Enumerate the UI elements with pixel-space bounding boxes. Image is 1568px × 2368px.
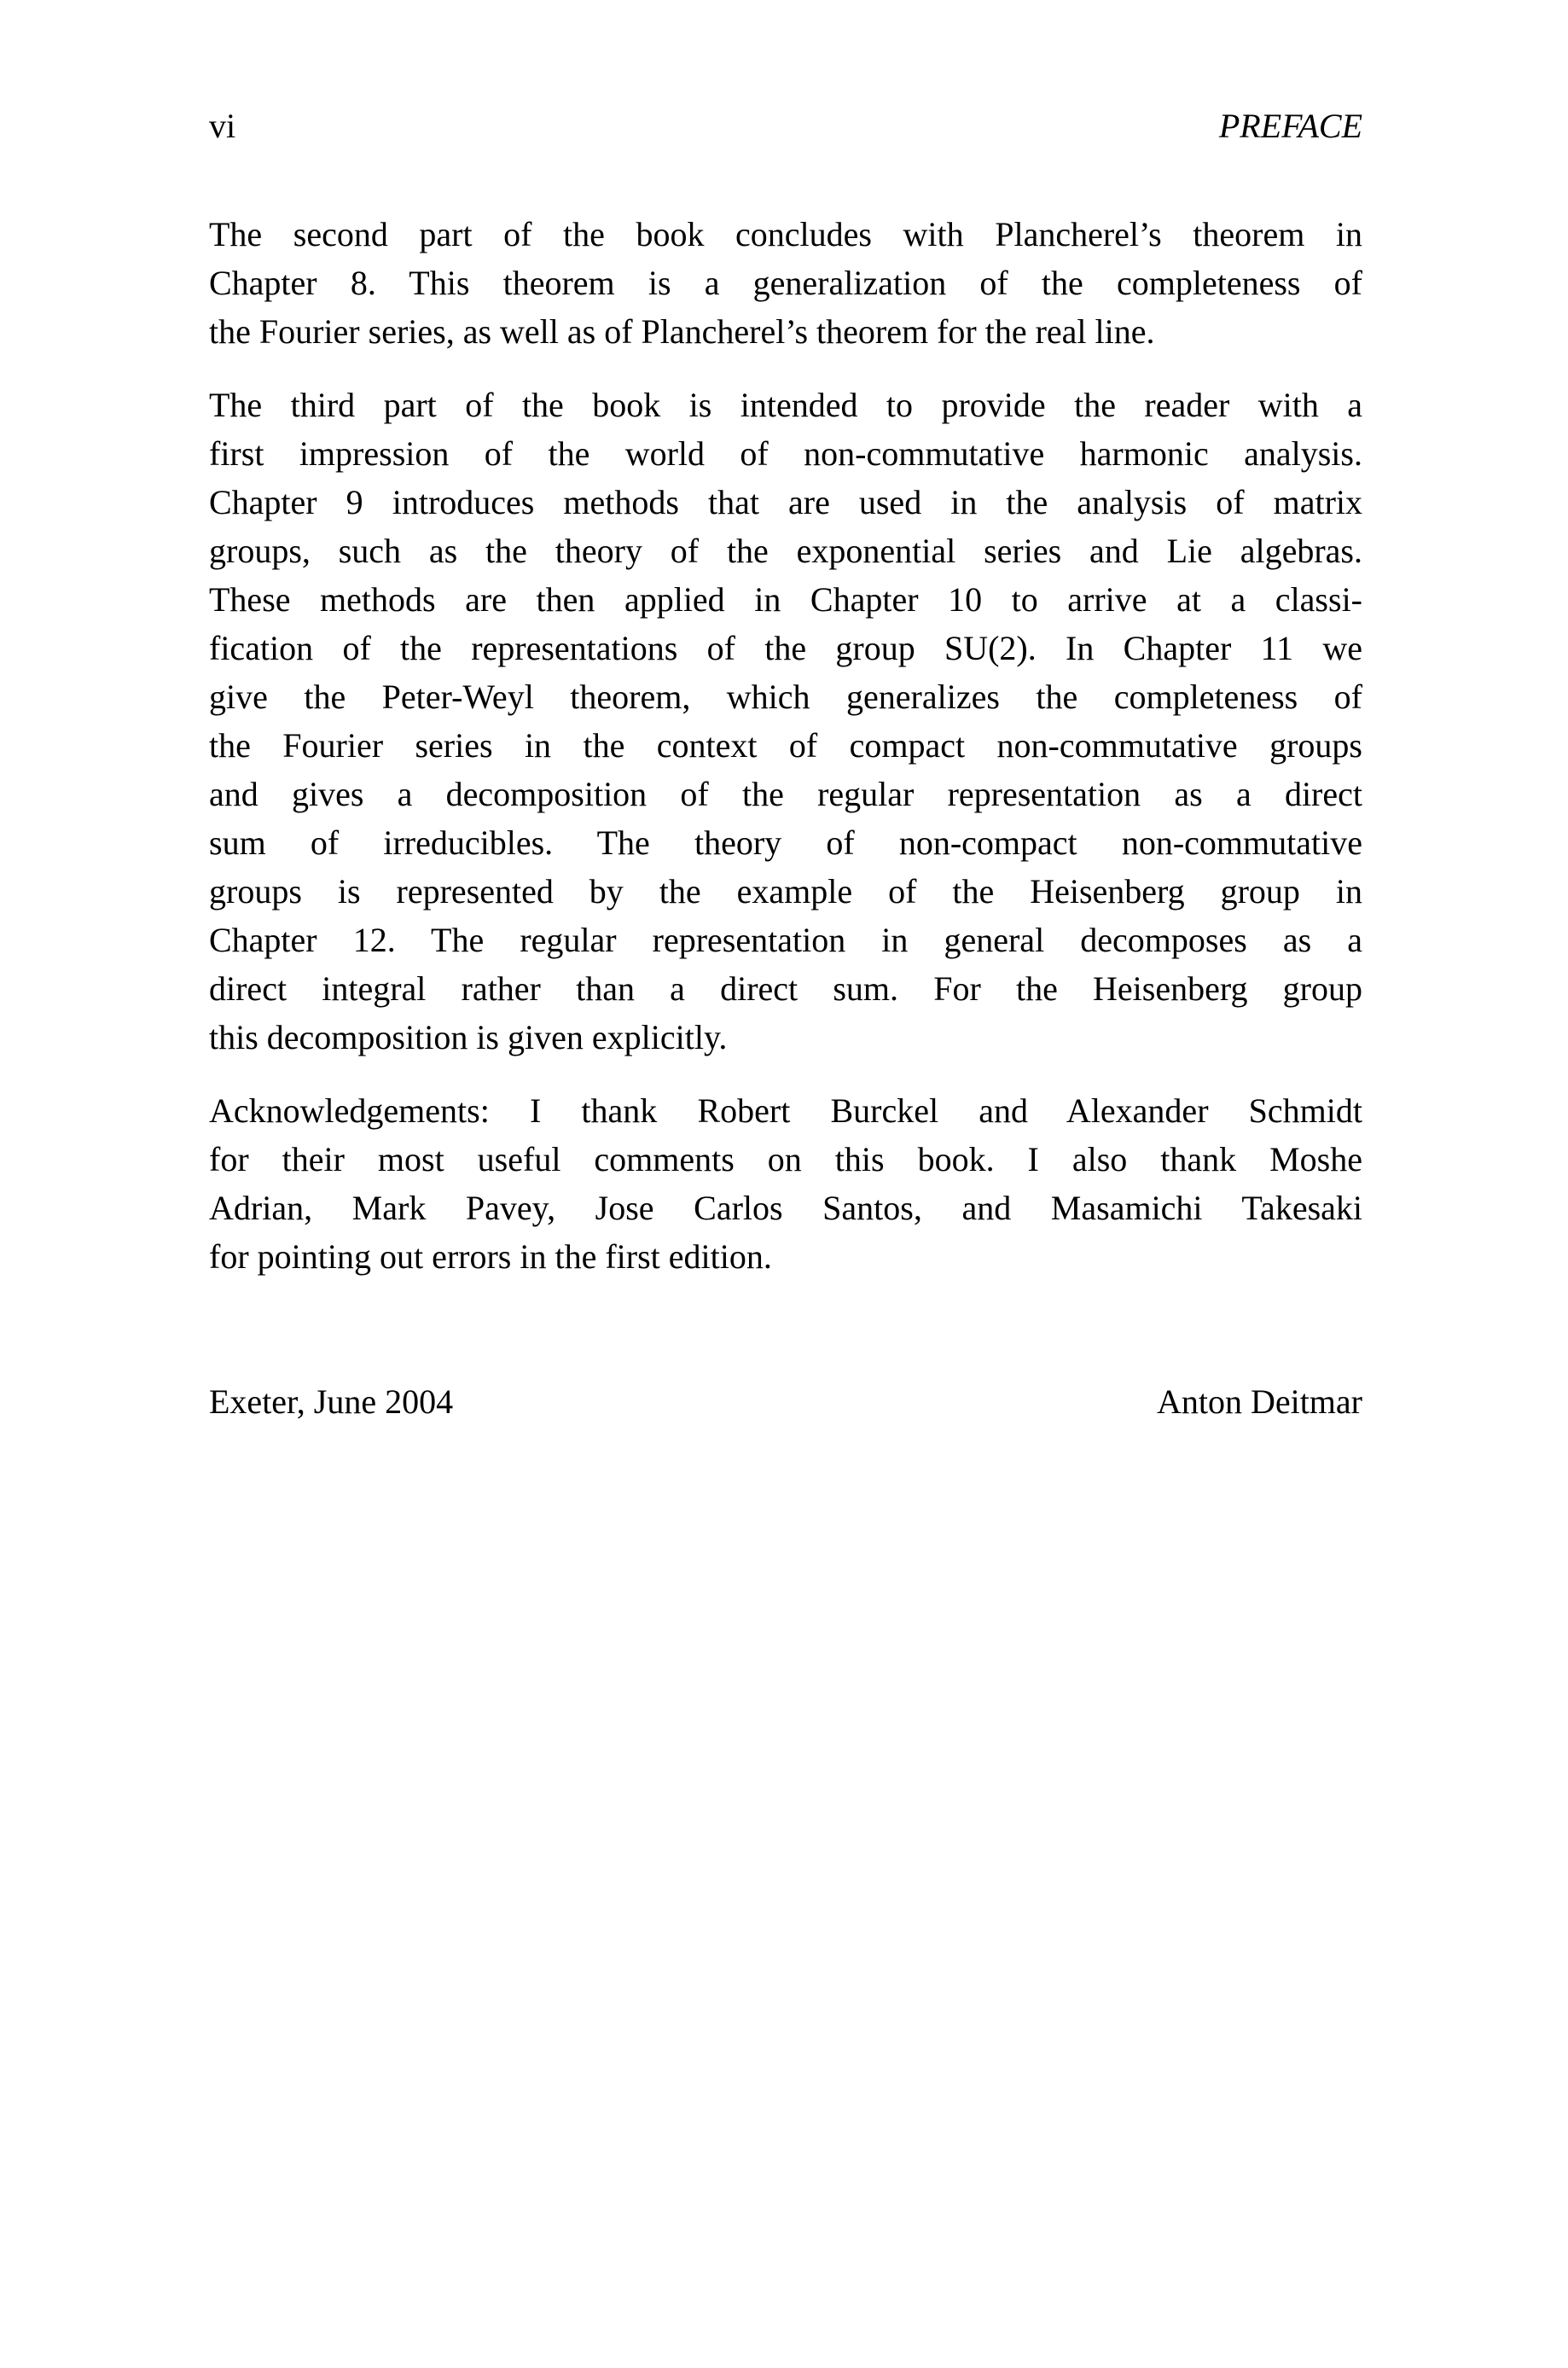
chapter-header-title: PREFACE: [1218, 107, 1362, 145]
text-line: sum of irreducibles. The theory of non-compact non-commutative: [209, 823, 1362, 862]
text-line: Chapter 9 introduces methods that are used in the analysis of matrix: [209, 483, 1362, 521]
text-line: Adrian, Mark Pavey, Jose Carlos Santos, and Masamichi Takesaki: [209, 1189, 1362, 1227]
text-line: first impression of the world of non-commutative harmonic analysis.: [209, 434, 1362, 473]
text-line: Acknowledgements: I thank Robert Burckel and Alexander Schmidt: [209, 1091, 1362, 1130]
text-line: The second part of the book concludes with Plancherel’s theorem in: [209, 215, 1362, 253]
paragraph: [209, 381, 1362, 1062]
page-content: [209, 102, 1362, 1426]
text-line: These methods are then applied in Chapter 10 to arrive at a classi-: [209, 580, 1362, 619]
paragraph: [209, 210, 1362, 356]
page-number: vi: [209, 107, 236, 145]
text-line: the Fourier series, as well as of Plancherel’s theorem for the real line.: [209, 312, 1155, 351]
text-line: for pointing out errors in the first edition.: [209, 1237, 772, 1276]
preface-paragraphs: [209, 210, 1362, 1281]
text-line: groups is represented by the example of the Heisenberg group in: [209, 872, 1362, 911]
signature-row: [209, 1377, 1362, 1426]
text-line: fication of the representations of the group SU(2). In Chapter 11 we: [209, 629, 1362, 667]
signature-author: Anton Deitmar: [1156, 1382, 1362, 1421]
text-line: for their most useful comments on this book. I also thank Moshe: [209, 1140, 1362, 1178]
text-line: groups, such as the theory of the exponential series and Lie algebras.: [209, 532, 1362, 570]
text-line: The third part of the book is intended to provide the reader with a: [209, 386, 1362, 424]
paragraph: [209, 1086, 1362, 1281]
text-line: give the Peter-Weyl theorem, which generalizes the completeness of: [209, 678, 1362, 716]
text-line: and gives a decomposition of the regular representation as a direct: [209, 775, 1362, 813]
text-line: this decomposition is given explicitly.: [209, 1018, 728, 1056]
running-header: [209, 102, 1362, 150]
text-line: Chapter 12. The regular representation in general decomposes as a: [209, 921, 1362, 959]
text-line: Chapter 8. This theorem is a generalization of the completeness of: [209, 264, 1362, 302]
text-line: the Fourier series in the context of compact non-commutative groups: [209, 726, 1362, 765]
text-line: direct integral rather than a direct sum. For the Heisenberg group: [209, 969, 1362, 1008]
signature-place-date: Exeter, June 2004: [209, 1382, 454, 1421]
